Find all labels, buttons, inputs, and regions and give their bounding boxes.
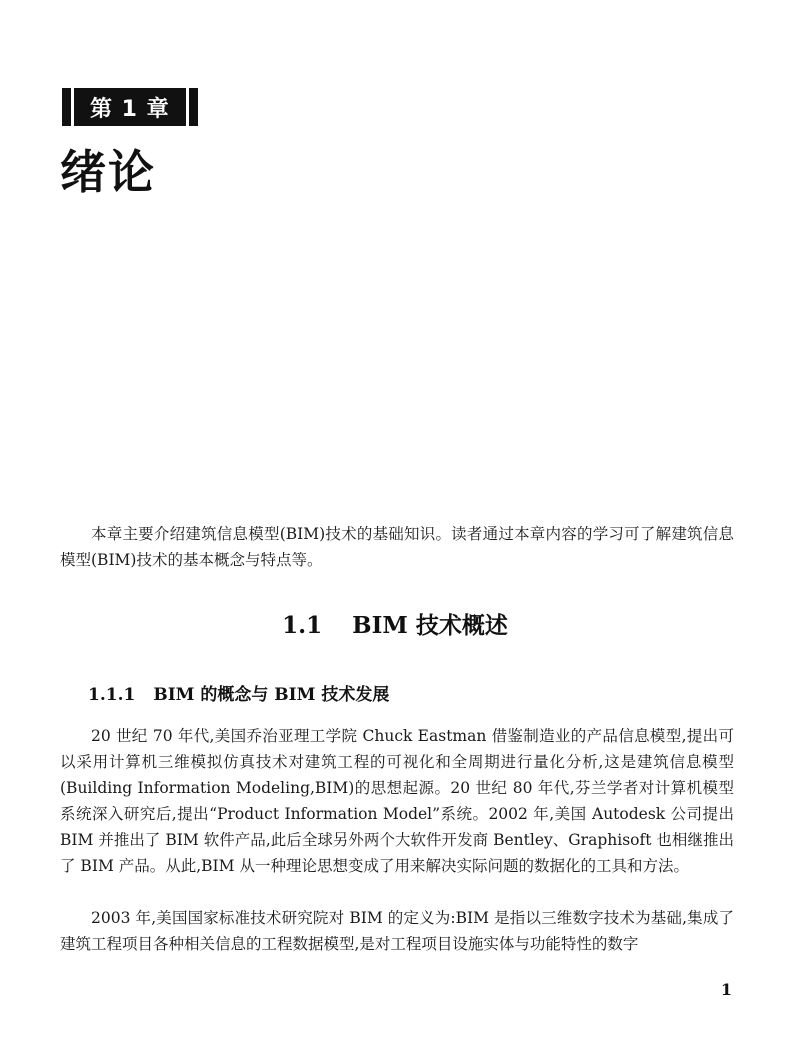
chapter-intro: 本章主要介绍建筑信息模型(BIM)技术的基础知识。读者通过本章内容的学习可了解建筑信息模型(BIM)技术的基本概念与特点等。 xyxy=(60,525,734,569)
subsection-heading xyxy=(88,680,389,705)
chapter-title: 绪论 xyxy=(60,145,156,199)
subsection-number: 1.1.1 xyxy=(88,685,136,705)
chapter-badge xyxy=(62,88,198,126)
page-number: 1 xyxy=(720,980,732,999)
badge-right-bar xyxy=(189,88,198,126)
section-heading xyxy=(0,607,790,640)
subsection-title-text: BIM 的概念与 BIM 技术发展 xyxy=(153,685,390,705)
badge-left-bar xyxy=(62,88,71,126)
chapter-label: 第 1 章 xyxy=(78,88,182,126)
body-paragraph-2: 2003 年,美国国家标准技术研究院对 BIM 的定义为:BIM 是指以三维数字技术为基础,集成了建筑工程项目各种相关信息的工程数据模型,是对工程项目设施实体与功能特性的数字 xyxy=(60,909,734,953)
section-number: 1.1 xyxy=(282,612,323,639)
section-title-text: BIM 技术概述 xyxy=(352,612,508,639)
body-paragraph-1: 20 世纪 70 年代,美国乔治亚理工学院 Chuck Eastman 借鉴制造业的产品信息模型,提出可以采用计算机三维模拟仿真技术对建筑工程的可视化和全周期进行量化分析,这是建筑信息模型(Building Information Modeling,BIM)的思想起源。20 世纪 80 年代,芬兰学者对计算机模型系统深入研究后,提出“Product Information Model”系统。2002 年,美国 Autodesk 公司提出 BIM 并推出了 BIM 软件产品,此后全球另外两个大软件开发商 Bentley、Graphisoft 也相继推出了 BIM 产品。从此,BIM 从一种理论思想变成了用来解决实际问题的数据化的工具和方法。 xyxy=(60,727,734,875)
